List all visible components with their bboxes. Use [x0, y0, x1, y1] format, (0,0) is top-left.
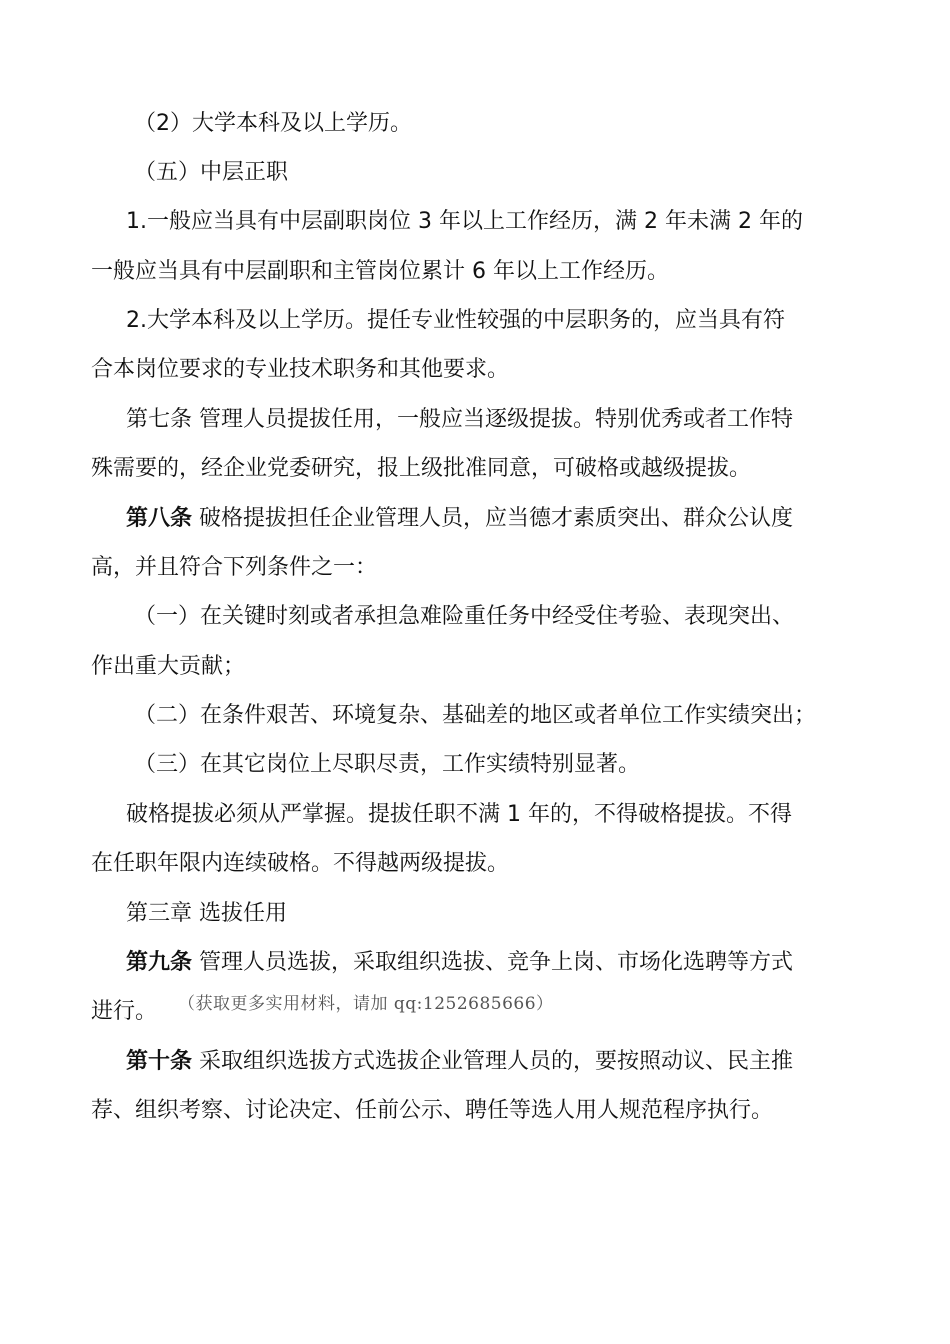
article-8-line: 第八条 破格提拔担任企业管理人员，应当德才素质突出、群众公认度	[126, 506, 794, 531]
text-line: 2.大学本科及以上学历。提任专业性较强的中层职务的，应当具有符	[126, 308, 785, 333]
article-10-line: 第十条 采取组织选拔方式选拔企业管理人员的，要按照动议、民主推	[126, 1049, 794, 1074]
text-line: 一般应当具有中层副职和主管岗位累计 6 年以上工作经历。	[91, 259, 669, 284]
text-line: （三）在其它岗位上尽职尽责，工作实绩特别显著。	[134, 752, 641, 777]
text-line: （2）大学本科及以上学历。	[134, 111, 412, 136]
chapter-3-heading: 第三章 选拔任用	[126, 901, 287, 926]
text-line: 合本岗位要求的专业技术职务和其他要求。	[91, 357, 510, 382]
text-line: （二）在条件艰苦、环境复杂、基础差的地区或者单位工作实绩突出；	[134, 703, 817, 728]
text-line: 荐、组织考察、讨论决定、任前公示、聘任等选人用人规范程序执行。	[91, 1098, 774, 1123]
text-line: 殊需要的，经企业党委研究，报上级批准同意，可破格或越级提拔。	[91, 456, 752, 481]
text-line: 高，并且符合下列条件之一：	[91, 555, 378, 580]
text-line: 1.一般应当具有中层副职岗位 3 年以上工作经历，满 2 年未满 2 年的	[126, 209, 803, 234]
article-7-line: 第七条 管理人员提拔任用，一般应当逐级提拔。特别优秀或者工作特	[126, 407, 793, 432]
text-line: 破格提拔必须从严掌握。提拔任职不满 1 年的，不得破格提拔。不得	[126, 802, 792, 827]
watermark-note: （获取更多实用材料，请加 qq:1252685666）	[178, 994, 554, 1014]
text-line: 在任职年限内连续破格。不得越两级提拔。	[91, 851, 510, 876]
article-9-heading: 第九条	[126, 950, 193, 975]
text-line: 进行。	[91, 999, 158, 1024]
text-line: 作出重大贡献；	[91, 654, 246, 679]
article-10-heading: 第十条	[126, 1049, 193, 1074]
text-line: （一）在关键时刻或者承担急难险重任务中经受住考验、表现突出、	[134, 604, 795, 629]
article-8-heading: 第八条	[126, 506, 193, 531]
text-line: （五）中层正职	[134, 160, 289, 185]
article-9-line: 第九条 管理人员选拔，采取组织选拔、竞争上岗、市场化选聘等方式	[126, 950, 794, 975]
